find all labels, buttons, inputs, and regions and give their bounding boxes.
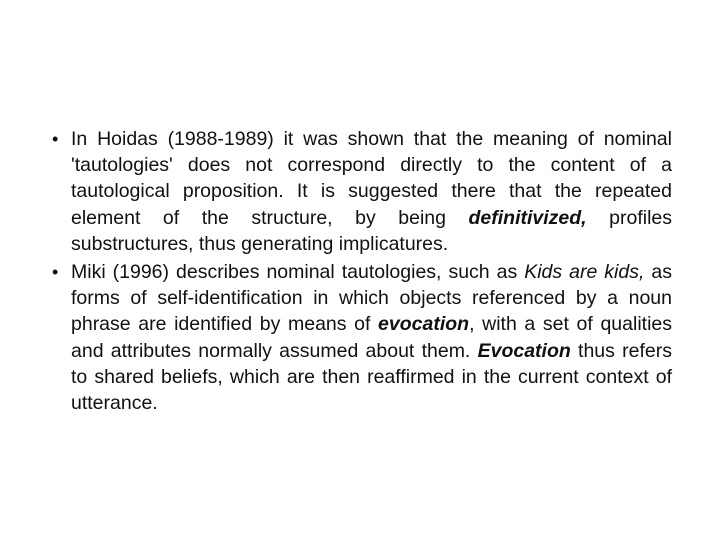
emphasis-evocation: Evocation bbox=[477, 339, 571, 362]
text-segment: In Hoidas (1988-1989) it was shown that the meaning of nominal 'tautologies' does not correspond directly to the content of a tautological proposition. It is suggested there that the repeated element of the structure, by being bbox=[71, 128, 672, 229]
text-segment: thus refers to shared beliefs, which are then reaffirmed in the current context of utterance. bbox=[71, 339, 672, 415]
bullet-item-hoidas bbox=[50, 126, 672, 257]
bullet-item-miki bbox=[50, 259, 672, 416]
text-segment: Miki (1996) describes nominal tautologies, such as bbox=[71, 261, 525, 284]
text-segment: as forms of self-identification in which objects referenced by a noun phrase are identified by means of bbox=[71, 261, 673, 336]
emphasis-evocation: evocation bbox=[378, 313, 470, 336]
text-segment: , with a set of qualities and attributes normally assumed about them. bbox=[71, 313, 672, 362]
bullet-list bbox=[50, 126, 672, 418]
bullet-marker: • bbox=[52, 262, 59, 283]
example-phrase: Kids are kids, bbox=[524, 261, 645, 284]
bullet-marker: • bbox=[52, 129, 59, 149]
text-segment: profiles substructures, thus generating implicatures. bbox=[71, 206, 672, 255]
emphasis-definitivized: definitivized, bbox=[468, 206, 587, 229]
